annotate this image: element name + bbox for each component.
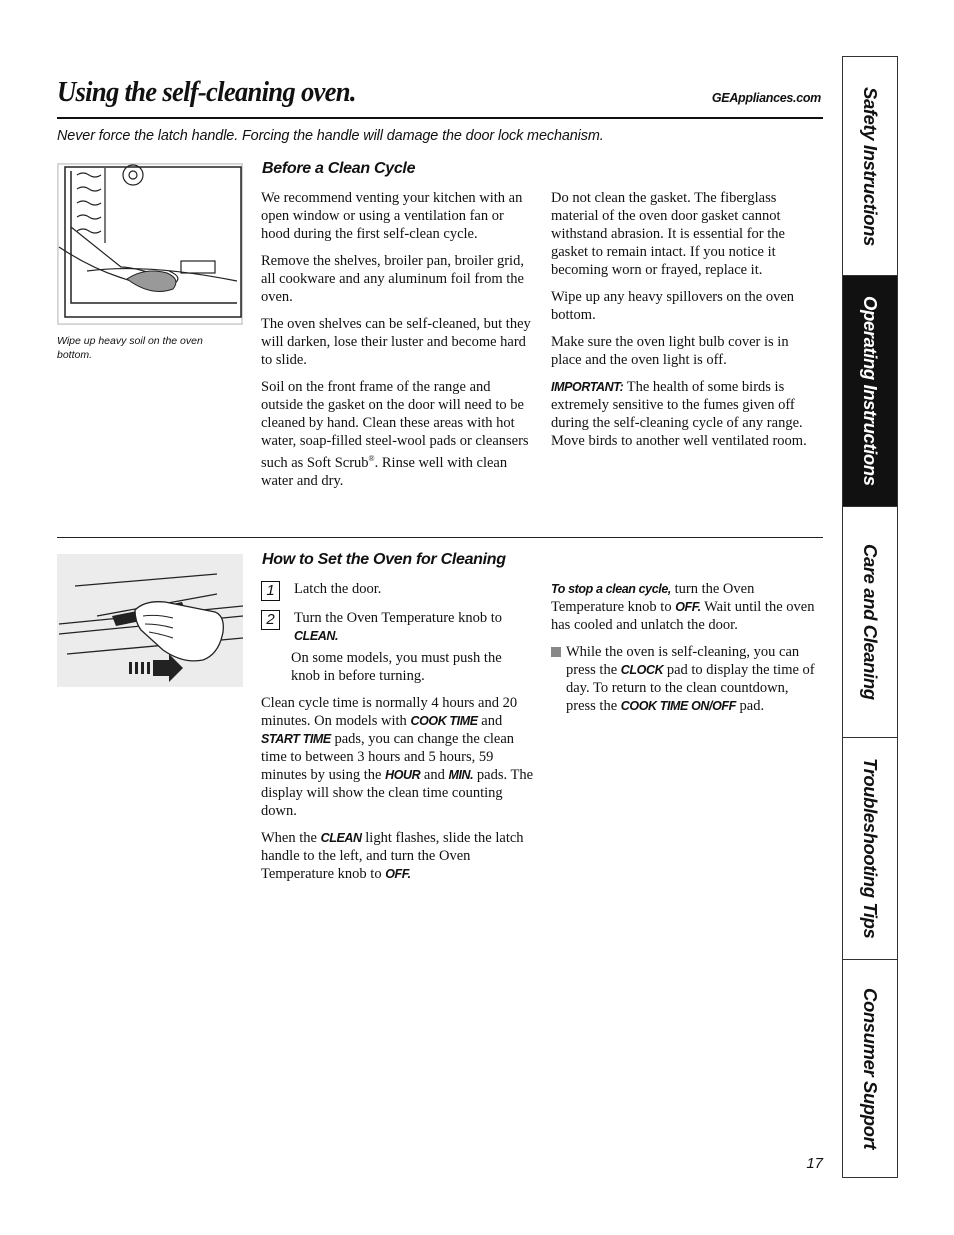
tab-operating-instructions[interactable]: Operating Instructions [843, 276, 897, 507]
step-2-note: On some models, you must push the knob in before turning. [291, 650, 502, 684]
paragraph: Wipe up any heavy spillovers on the oven bottom. [551, 289, 795, 323]
paragraph: Do not clean the gasket. The fiberglass material of the oven door gasket cannot withstand abrasion. It is essential for the gasket to remain intact. If you notice it becoming worn or frayed, replace it. [551, 190, 785, 278]
tab-troubleshooting-tips[interactable]: Troubleshooting Tips [843, 738, 897, 960]
tab-care-and-cleaning[interactable]: Care and Cleaning [843, 507, 897, 738]
paragraph: Clean cycle time is normally 4 hours and 20 minutes. On models with COOK TIME and START TIME pads, you can change the clean time to between 3 hours and 5 hours, 59 minutes by using the HOUR and MIN. pads. The display will show the clean time counting down. [261, 695, 534, 819]
oven-wipe-illustration [57, 163, 243, 325]
step-number: 1 [261, 581, 280, 601]
warning-text: Never force the latch handle. Forcing the handle will damage the door lock mechanism. [57, 128, 604, 144]
title-rule [57, 117, 823, 119]
before-column-2 [551, 189, 817, 459]
section-tabs [842, 56, 898, 1178]
section-heading-before: Before a Clean Cycle [262, 160, 416, 177]
section-heading-howto: How to Set the Oven for Cleaning [262, 551, 506, 568]
step-1: 1 Latch the door. [261, 580, 533, 601]
section-divider [57, 537, 823, 538]
paragraph: When the CLEAN light flashes, slide the latch handle to the left, and turn the Oven Temperature knob to OFF. [261, 830, 524, 882]
howto-column-2 [551, 580, 821, 715]
page-title: Using the self-cleaning oven. [57, 76, 356, 108]
paragraph: Remove the shelves, broiler pan, broiler grid, all cookware and any aluminum foil from the oven. [261, 253, 524, 305]
figure-caption: Wipe up heavy soil on the oven bottom. [57, 335, 203, 361]
paragraph: We recommend venting your kitchen with an open window or using a ventilation fan or hood during the first self-clean cycle. [261, 190, 523, 242]
bullet-square-icon [551, 647, 561, 657]
site-url: GEAppliances.com [711, 91, 821, 105]
step-2: 2 Turn the Oven Temperature knob to CLEAN. [261, 609, 533, 645]
before-column-1 [261, 189, 531, 499]
tab-consumer-support[interactable]: Consumer Support [860, 987, 881, 1150]
paragraph: To stop a clean cycle, turn the Oven Temperature knob to OFF. Wait until the oven has cooled and unlatch the door. [551, 581, 815, 633]
paragraph: Make sure the oven light bulb cover is in place and the oven light is off. [551, 334, 789, 368]
paragraph: Soil on the front frame of the range and outside the gasket on the door will need to be cleaned by hand. Clean these areas with hot water, soap-filled steel-wool pads or cleansers such as Soft Scrub®. Rinse well with clean water and dry. [261, 379, 529, 489]
tab-safety-instructions[interactable]: Safety Instructions [843, 57, 897, 276]
step-number: 2 [261, 610, 280, 630]
howto-column-1 [261, 580, 533, 892]
paragraph: The oven shelves can be self-cleaned, but they will darken, lose their luster and become hard to slide. [261, 316, 531, 368]
important-note: IMPORTANT: The health of some birds is extremely sensitive to the fumes given off during the self-cleaning cycle of any range. Move birds to another well ventilated room. [551, 379, 807, 449]
list-item: While the oven is self-cleaning, you can press the CLOCK pad to display the time of day. To return to the clean countdown, press the COOK TIME ON/OFF pad. [551, 643, 821, 715]
page-number: 17 [806, 1155, 823, 1172]
latch-handle-illustration [57, 554, 243, 687]
